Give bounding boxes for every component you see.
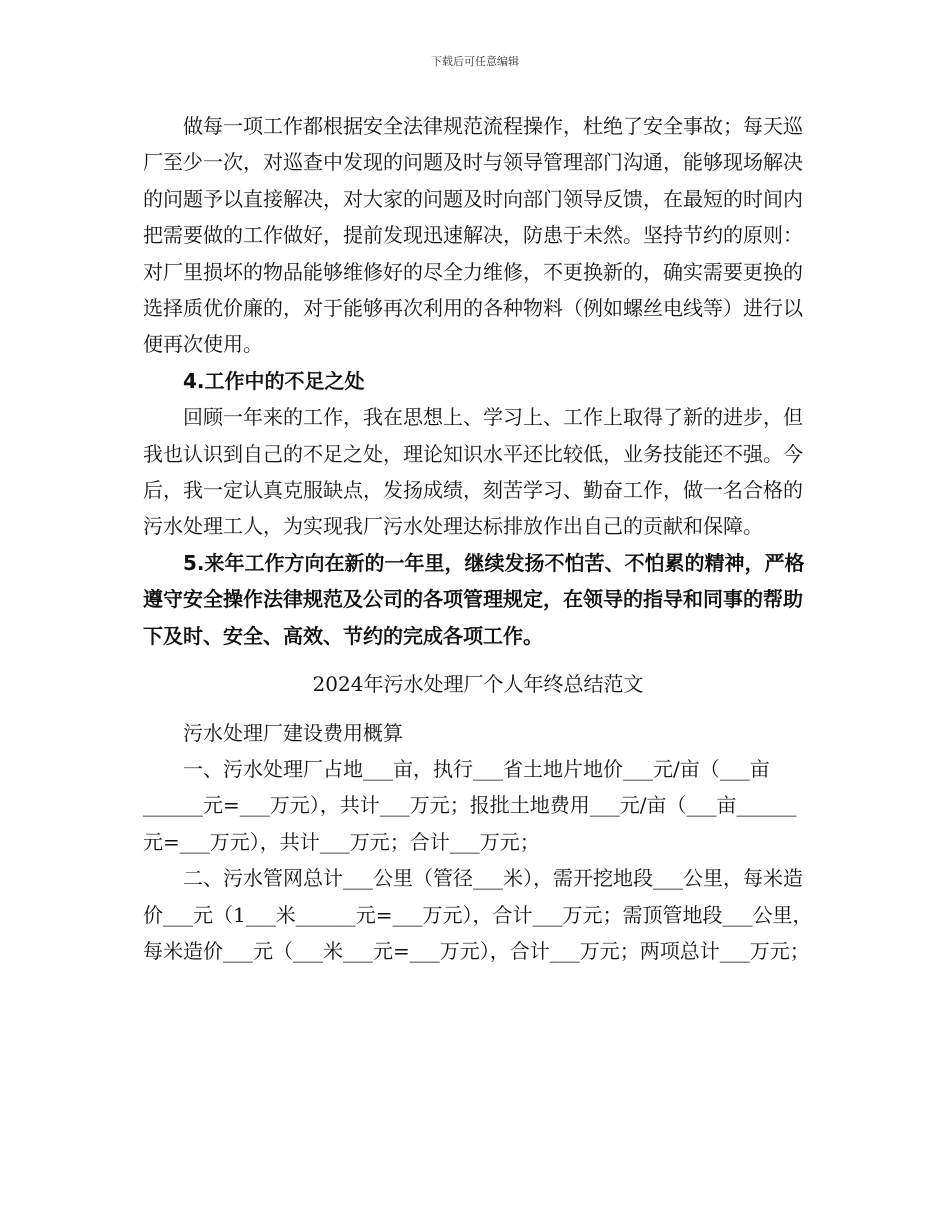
document-title: 2024年污水处理厂个人年终总结范文 [312, 672, 644, 697]
paragraph-safety-work: 做每一项工作都根据安全法律规范流程操作，杜绝了安全事故；每天巡厂至少一次，对巡查中发现的问题及时与领导管理部门沟通，能够现场解决的问题予以直接解决，对大家的问题及时向部门领导反馈，在最短的时间内把需要做的工作做好，提前发现迅速解决，防患于未然。坚持节约的原则：对厂里损坏的物品能够维修好的尽全力维修，不更换新的，确实需要更换的选择质优价廉的，对于能够再次利用的各种物料（例如螺丝电线等）进行以便再次使用。 [143, 114, 803, 357]
paragraph-pipe-network-cost: 二、污水管网总计___公里（管径___米），需开挖地段___公里，每米造价___元（1___米______元=___万元），合计___万元；需顶管地段___公里，每米造价___元（___米___元=___万元），合计___万元；两项总计___万元； [143, 866, 813, 963]
section-subtitle: 污水处理厂建设费用概算 [183, 720, 403, 745]
page-header: 下载后可任意编辑 [431, 55, 519, 68]
paragraph-land-cost: 一、污水处理厂占地___亩，执行___省土地片地价___元/亩（___亩______元=___万元），共计___万元；报批土地费用___元/亩（___亩______元=___万元），共计___万元；合计___万元； [143, 756, 797, 854]
section-heading-shortcomings: 4.工作中的不足之处 [183, 368, 365, 393]
paragraph-shortcomings: 回顾一年来的工作，我在思想上、学习上、工作上取得了新的进步，但我也认识到自己的不足之处，理论知识水平还比较低，业务技能还不强。今后，我一定认真克服缺点，发扬成绩，刻苦学习、勤奋工作，做一名合格的污水处理工人，为实现我厂污水处理达标排放作出自己的贡献和保障。 [143, 405, 803, 539]
document-body [143, 108, 813, 969]
paragraph-next-year-direction: 5.来年工作方向在新的一年里，继续发扬不怕苦、不怕累的精神，严格遵守安全操作法律规范及公司的各项管理规定，在领导的指导和同事的帮助下及时、安全、高效、节约的完成各项工作。 [143, 550, 805, 648]
